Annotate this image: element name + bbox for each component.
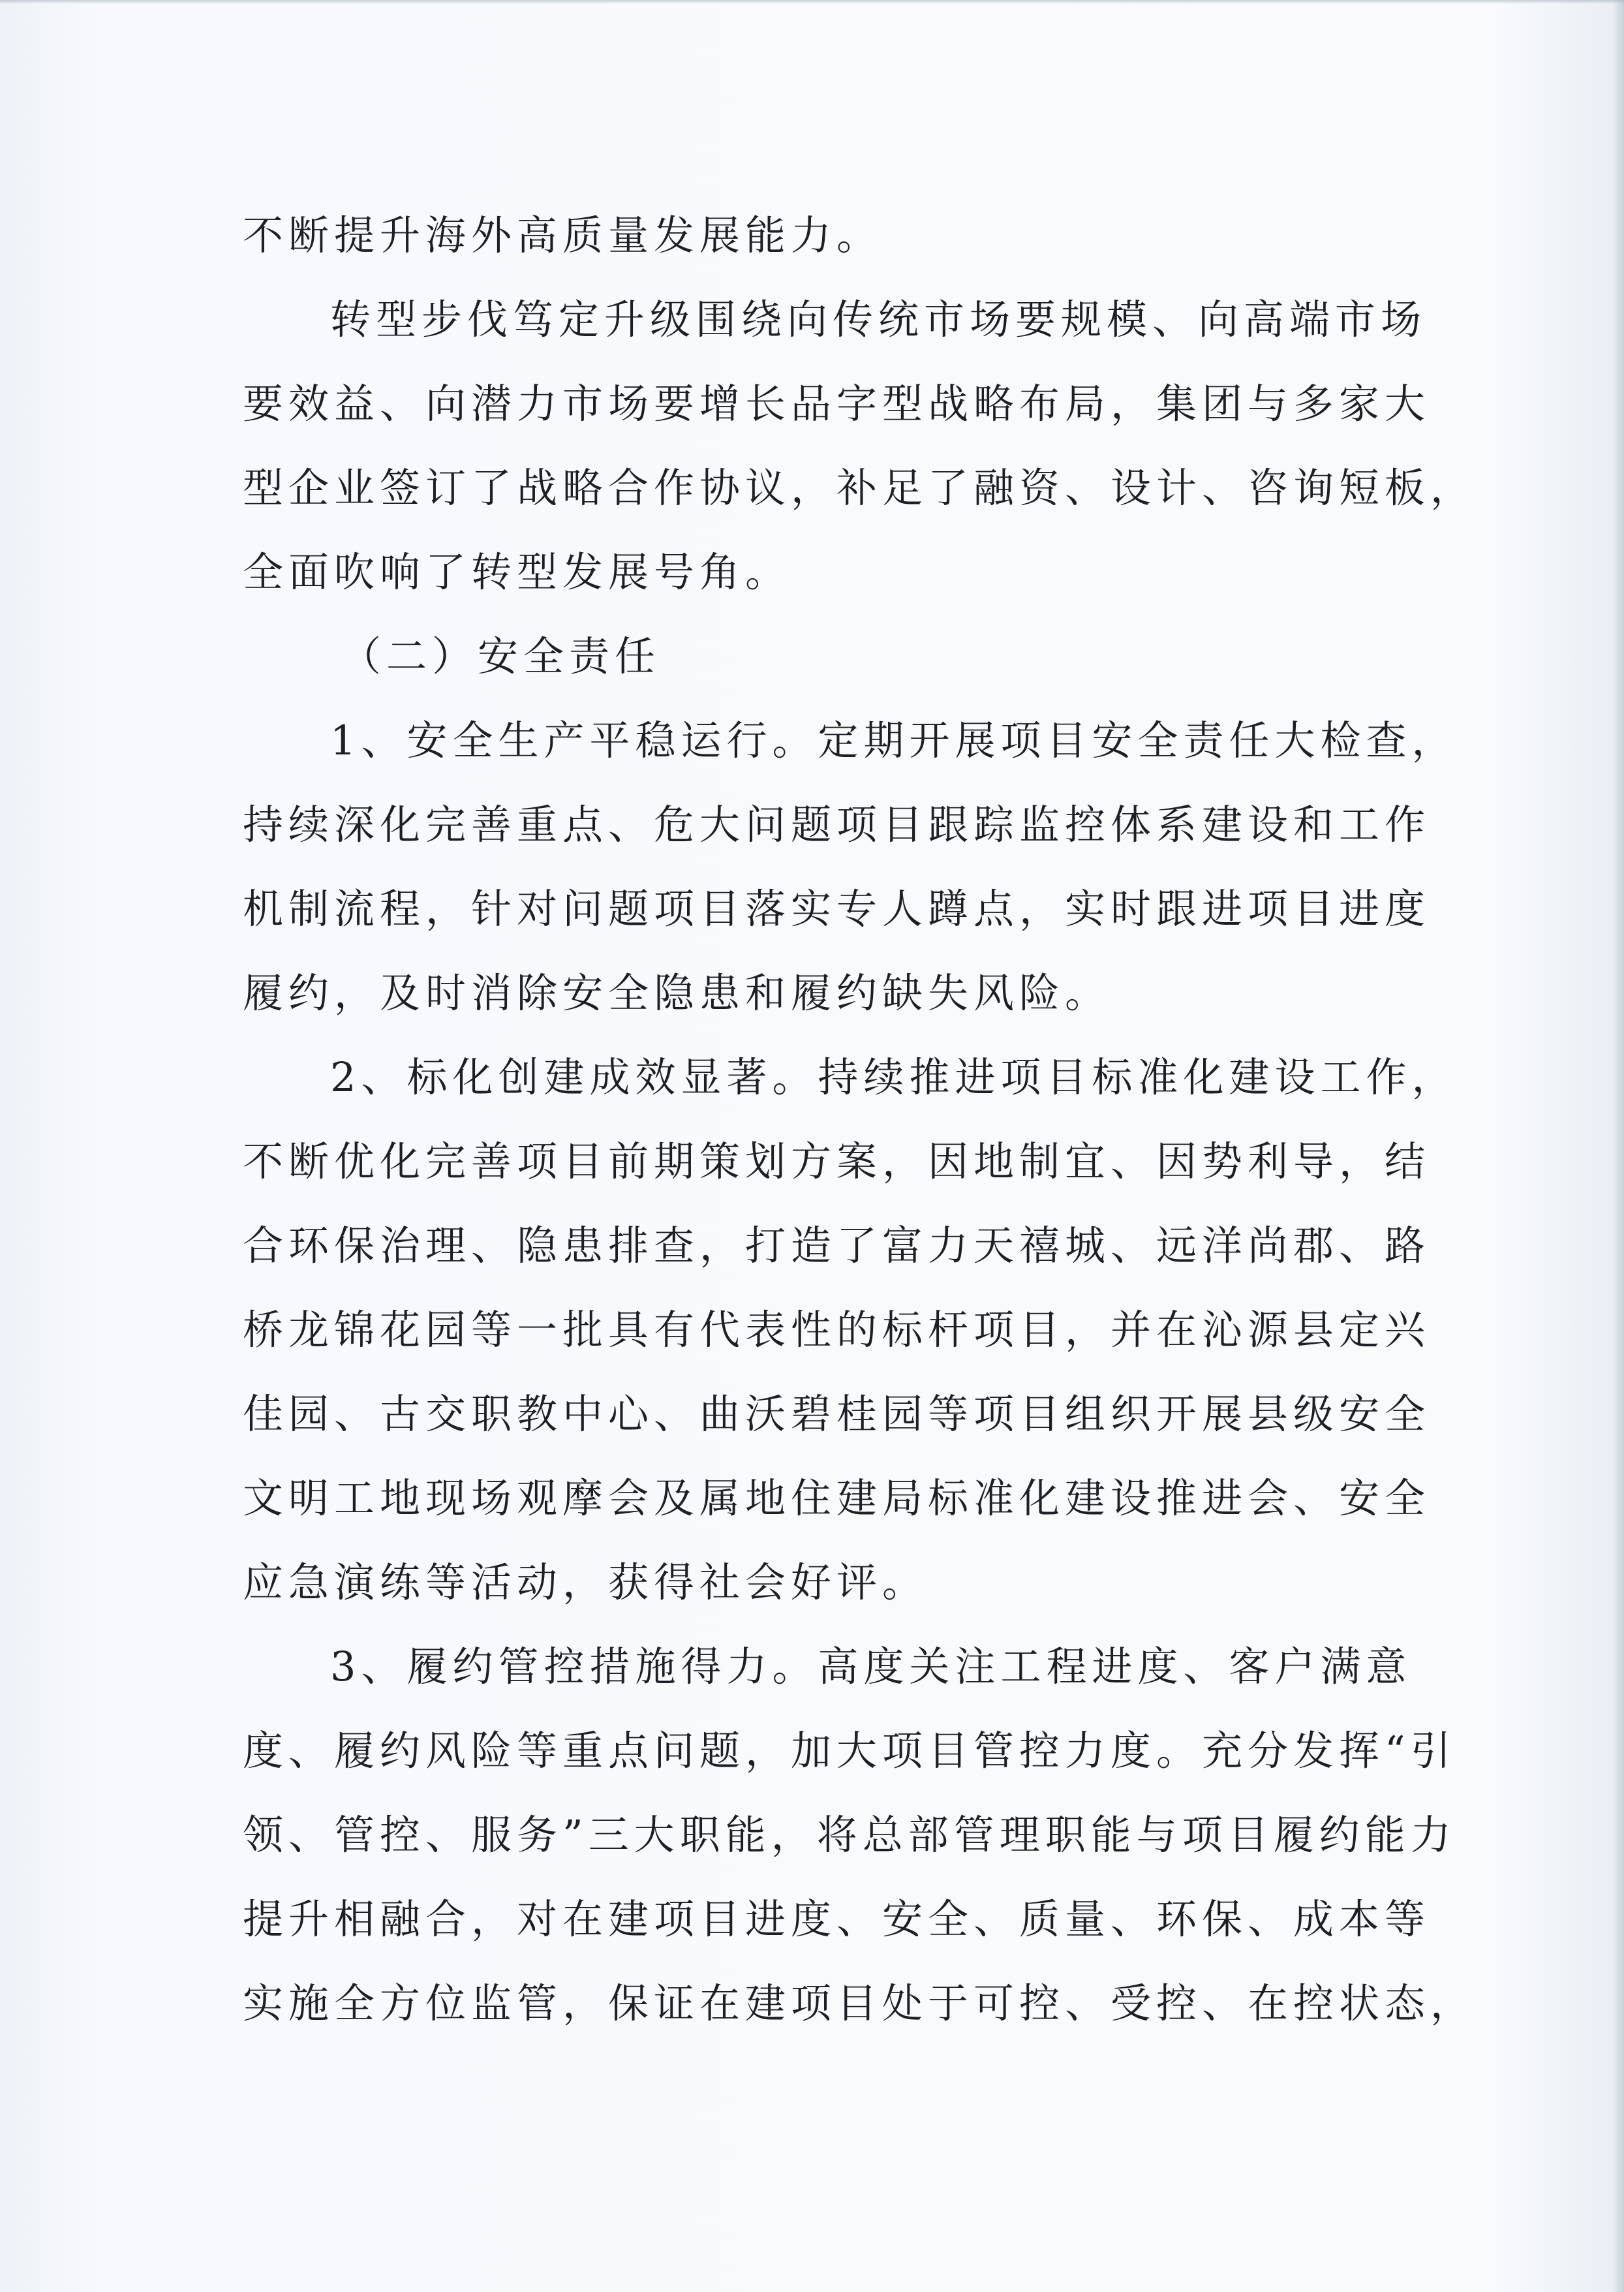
paragraph-item-3-line: 提升相融合，对在建项目进度、安全、质量、环保、成本等	[243, 1895, 1431, 1943]
paragraph-item-2-line: 佳园、古交职教中心、曲沃碧桂园等项目组织开展县级安全	[243, 1390, 1431, 1438]
paragraph-item-2-line: 文明工地现场观摩会及属地住建局标准化建设推进会、安全	[243, 1474, 1431, 1522]
document-body	[243, 193, 1477, 2045]
text-line-continuation: 不断提升海外高质量发展能力。	[243, 211, 883, 259]
paragraph-item-2-line: 合环保治理、隐患排查，打造了富力天禧城、远洋尚郡、路	[243, 1222, 1431, 1269]
paragraph-item-2-line: 应急演练等活动，获得社会好评。	[243, 1558, 928, 1606]
paragraph-transformation-line: 要效益、向潜力市场要增长品字型战略布局，集团与多家大	[243, 380, 1431, 427]
paragraph-transformation-line: 转型步伐笃定升级围绕向传统市场要规模、向高端市场	[330, 296, 1427, 343]
paragraph-item-2-line: 2、标化创建成效显著。持续推进项目标准化建设工作，	[330, 1053, 1458, 1101]
paragraph-item-1-line: 持续深化完善重点、危大问题项目跟踪监控体系建设和工作	[243, 801, 1431, 848]
paragraph-transformation-line: 全面吹响了转型发展号角。	[243, 548, 791, 596]
paragraph-item-2-line: 桥龙锦花园等一批具有代表性的标杆项目，并在沁源县定兴	[243, 1306, 1431, 1354]
page-right-edge-shadow	[1612, 0, 1624, 2292]
paragraph-transformation-line: 型企业签订了战略合作协议，补足了融资、设计、咨询短板，	[243, 464, 1477, 512]
section-heading-safety: （二）安全责任	[341, 632, 661, 680]
paragraph-item-1-line: 1、安全生产平稳运行。定期开展项目安全责任大检查，	[330, 717, 1458, 764]
paragraph-item-3-line: 实施全方位监管，保证在建项目处于可控、受控、在控状态，	[243, 1979, 1477, 2027]
paragraph-item-3-line: 领、管控、服务”三大职能，将总部管理职能与项目履约能力	[243, 1811, 1456, 1859]
paragraph-item-2-line: 不断优化完善项目前期策划方案，因地制宜、因势利导，结	[243, 1138, 1431, 1185]
page-top-edge	[0, 0, 1624, 4]
paragraph-item-1-line: 机制流程，针对问题项目落实专人蹲点，实时跟进项目进度	[243, 885, 1431, 933]
paragraph-item-3-line: 3、履约管控措施得力。高度关注工程进度、客户满意	[330, 1643, 1412, 1690]
paragraph-item-1-line: 履约，及时消除安全隐患和履约缺失风险。	[243, 969, 1111, 1017]
paragraph-item-3-line: 度、履约风险等重点问题，加大项目管控力度。充分发挥“引	[243, 1727, 1456, 1774]
